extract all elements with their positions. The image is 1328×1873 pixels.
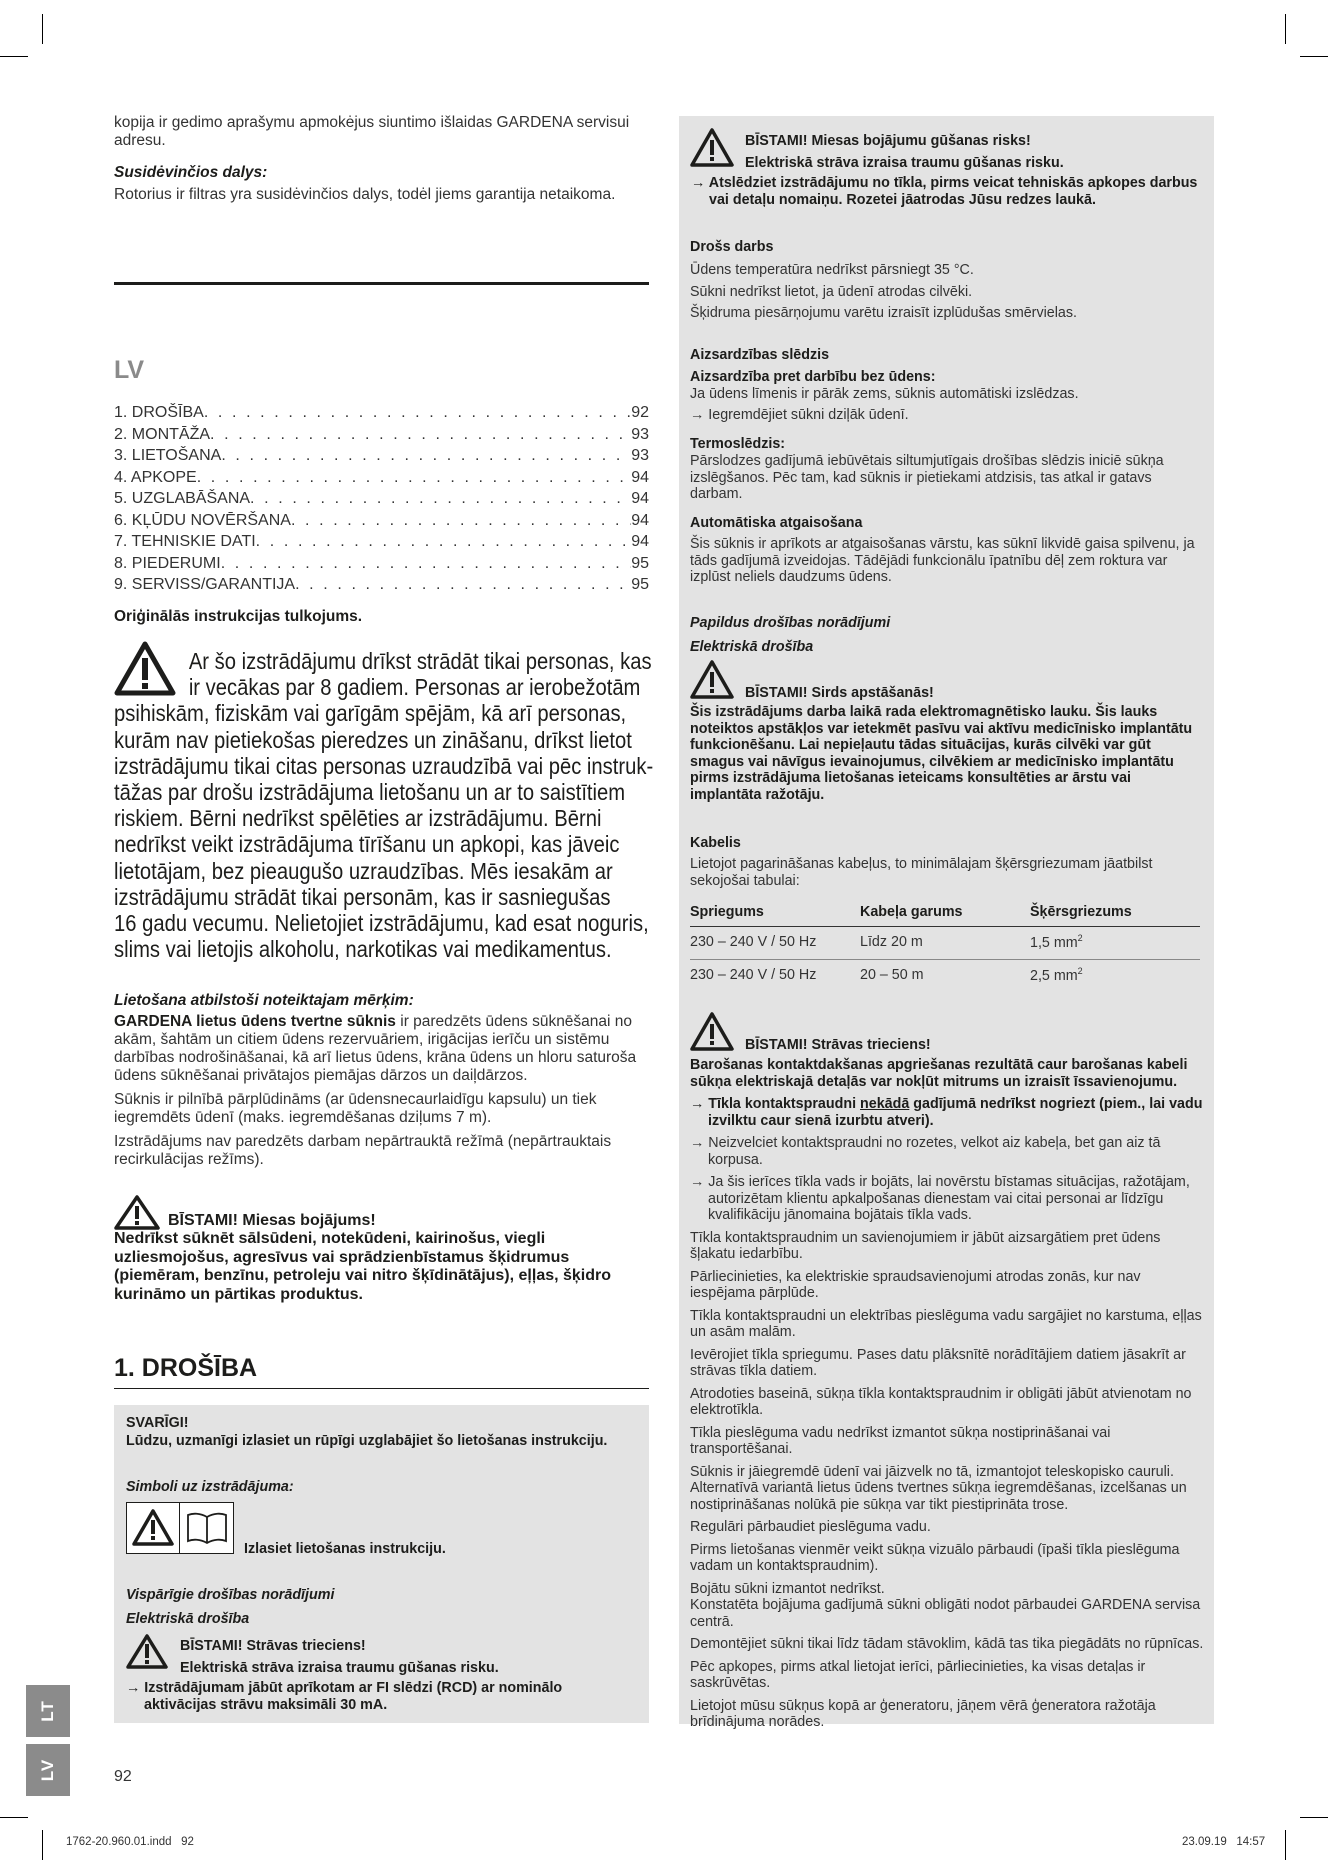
dry-run-arrow: → Iegremdējiet sūkni dziļāk ūdenī. <box>690 406 909 423</box>
instruction-text: Atrodoties baseinā, sūkņa tīkla kontaktspraudnim ir obligāti jābūt atvienotam no elektrotīkla. <box>690 1385 1192 1418</box>
heart-danger-text: Šis izstrādājums darba laikā rada elektromagnētisko lauku. Šis lauks noteiktos apstākļos var ietekmēt pasīvu vai aktīvu medicīnisko implantātu funkcionēšanu. Lai nepieļautu tādas situācijas, kurās cilvēki var gūt smagus vai nāvīgus ievainojumus, cilvēkiem ar medicīnisko implantātu pirms izstrādājuma lietošanas ieteicams konsultēties ar ārstu vai implantāta ražotāju. <box>690 704 1193 803</box>
lt-line: kopija ir gedimo aprašymu apmokėjus siuntimo išlaidas GARDENA servisui <box>114 114 630 131</box>
book-icon <box>185 1511 229 1545</box>
thermo-text: Pārslodzes gadījumā iebūvētais siltumjutīgais drošības slēdzis iniciē sūkņa izslēgšanos. Pēc tam, kad sūknis ir pietiekami atdzisis, tas atkal ir gatavs darbam. <box>690 453 1164 502</box>
product-name: GARDENA lietus ūdens tvertne sūknis <box>114 1013 396 1030</box>
table-header-row <box>690 899 1200 927</box>
instruction-text: Pirms lietošanas vienmēr veikt sūkņa vizuālo pārbaudi (īpaši tīkla pieslēguma vadam un kontaktspraudnim). <box>690 1541 1180 1574</box>
table-cell: 230 – 240 V / 50 Hz <box>690 966 817 983</box>
auto-vent-heading: Automātiska atgaisošana <box>690 515 863 531</box>
instruction-text: Ievērojiet tīkla spriegumu. Pases datu plāksnītē norādītājiem datiem jāsakrīt ar strāvas tīkla datiem. <box>690 1346 1186 1379</box>
warning-line: nedrīkst veikt izstrādājuma tīrīšanu un apkopi, kas jāveic <box>114 831 620 858</box>
intended-use-text: Izstrādājums nav paredzēts darbam nepārtrauktā režīmā (nepārtrauktais recirkulācijas režīms). <box>114 1133 612 1168</box>
crop-mark <box>42 14 43 44</box>
crop-mark <box>0 1817 28 1818</box>
age-warning-text <box>114 648 654 963</box>
shock-arrow: → Izstrādājumam jābūt aprīkotam ar FI slēdzi (RCD) ar nominālo aktivācijas strāvu maksimāli 30 mA. <box>126 1680 563 1713</box>
footer-date: 23.09.19 14:57 <box>1182 1836 1266 1848</box>
table-cell: 1,5 $mm^2$ <box>1030 927 1200 960</box>
warning-line: lietotājam, bez pieaugušo uzraudzības. Mēs iesakām ar <box>114 857 613 884</box>
instruction-text: Tīkla pieslēguma vadu nedrīkst izmantot sūkņa nostiprināšanai vai transportēšanai. <box>690 1424 1111 1457</box>
toc-item[interactable]: 6. KĻŪDU NOVĒRŠANA . . . 94 <box>114 510 649 532</box>
safety-box-general <box>126 1586 636 1634</box>
protection-switch-section <box>690 346 1205 509</box>
warning-icon <box>132 1509 174 1547</box>
electric-heading: Elektriskā drošība <box>690 639 814 655</box>
dry-run-heading: Aizsardzība pret darbību bez ūdens: <box>690 369 936 385</box>
table-cell: 2,5 $mm^2$ <box>1030 965 1083 984</box>
warning-line: ir vecākas par 8 gadiem. Personas ar ierobežotām <box>188 674 641 701</box>
instruction-text: Pārliecinieties, ka elektriskie spraudsavienojumi atrodas zonās, kur nav iespējama pārplūde. <box>690 1268 1141 1301</box>
instruction-text: Demontējiet sūkni tikai līdz tādam stāvoklim, kādā tas tika piegādāts no rūpnīcas. <box>690 1636 1204 1652</box>
wear-parts-heading: Susidėvinčios dalys: <box>114 164 268 181</box>
arrow-item: → Tīkla kontaktspraudni nekādā gadījumā nedrīkst nogriezt (piem., lai vadu izvilktu caur sienā izurbtu atveri). <box>690 1096 1203 1129</box>
danger-injury-text: Nedrīkst sūknēt sālsūdeni, notekūdeni, kairinošus, viegli uzliesmojošus, agresīvus vai sprādzienbīstamus šķidrumus (piemēram, benzīnu, petroleju vai nitro šķīdinātājus), eļļas, šķidro kurināmo un pārtikas produktus. <box>114 1230 612 1303</box>
safe-work-section <box>690 238 1200 328</box>
warning-icon <box>690 660 734 700</box>
footer-file: 1762-20.960.01.indd 92 <box>66 1836 194 1848</box>
crop-mark <box>1285 1830 1286 1860</box>
intended-use-text: Sūknis ir pilnībā pārplūdināms (ar ūdensnecaurlaidīgu kapsulu) un tiek iegremdēts ūdenī (maks. iegremdēšanas dziļums 7 m). <box>114 1091 597 1126</box>
original-translation: Oriģinālās instrukcijas tulkojums. <box>114 608 363 625</box>
cable-text: Lietojot pagarināšanas kabeļus, to minimālajam šķērsgriezumam jāatbilst sekojošai tabulai: <box>690 856 1153 889</box>
toc-item[interactable]: 8. PIEDERUMI . . . 95 <box>114 553 649 575</box>
safe-work-line: Sūkni nedrīkst lietot, ja ūdenī atrodas cilvēki. <box>690 283 973 300</box>
shock2-title: BĪSTAMI! Strāvas trieciens! <box>745 1037 931 1053</box>
table-of-contents <box>114 402 649 596</box>
toc-item[interactable]: 9. SERVISS/GARANTIJA . . . 95 <box>114 574 649 596</box>
safe-work-line: Šķidruma piesārņojumu varētu izraisīt izplūdušas smērvielas. <box>690 305 1077 321</box>
table-header: Kabeļa garums <box>860 899 1030 927</box>
section-title: 1. DROŠĪBA <box>114 1354 258 1382</box>
language-label: LV <box>114 356 145 384</box>
important-text: Lūdzu, uzmanīgi izlasiet un rūpīgi uzglabājiet šo lietošanas instrukciju. <box>126 1433 608 1449</box>
page-number: 92 <box>114 1768 132 1785</box>
left-top-text <box>114 114 654 210</box>
right-danger-title: BĪSTAMI! Miesas bojājumu gūšanas risks! <box>745 133 1031 149</box>
instruction-text: Tīkla kontaktspraudnim un savienojumiem ir jābūt aizsargātiem pret ūdens šļakatu iedarbību. <box>690 1229 1161 1262</box>
intended-use-section <box>114 992 649 1175</box>
warning-line: kurām nav pietiekošas pieredzes un zināšanu, drīkst lietot <box>114 726 632 753</box>
section-title-rule <box>114 1388 649 1389</box>
warning-icon <box>690 1012 734 1052</box>
shock-title: BĪSTAMI! Strāvas trieciens! <box>180 1638 366 1654</box>
right-danger-subtitle: Elektriskā strāva izraisa traumu gūšanas risku. <box>745 155 1064 171</box>
extra-safety-section <box>690 614 1205 656</box>
wear-parts-text: Rotorius ir filtras yra susidėvinčios dalys, todėl jiems garantija netaikoma. <box>114 186 616 203</box>
table-header: Šķērsgriezums <box>1030 899 1200 927</box>
switch-heading: Aizsardzības slēdzis <box>690 347 830 363</box>
warning-line: tāžas par drošu izstrādājuma lietošanu un ar to saistītiem <box>114 779 626 806</box>
table-cell: Līdz 20 m <box>860 927 1030 960</box>
arrow-item: → Neizvelciet kontaktspraudni no rozetes, velkot aiz kabeļa, bet gan aiz tā korpusa. <box>690 1135 1161 1168</box>
crop-mark <box>1300 56 1328 57</box>
safety-box-content <box>126 1414 636 1506</box>
warning-line: slims vai lietojis alkoholu, narkotikas vai medikamentus. <box>114 936 612 963</box>
safe-work-heading: Drošs darbs <box>690 239 774 255</box>
warning-icon <box>126 1634 168 1670</box>
section-divider <box>114 282 649 285</box>
auto-vent-text: Šis sūknis ir aprīkots ar atgaisošanas vārstu, kas sūknī likvidē gaisa spilvenu, ja tāds gadījumā izveidojas. Tādējādi funkcionālu īpatnību dēļ zem roktura var izplūst neliels daudzums ūdens. <box>690 536 1195 585</box>
important-heading: SVARĪGI! <box>126 1415 189 1431</box>
cable-section <box>690 834 1205 992</box>
toc-item[interactable]: 1. DROŠĪBA . . . 92 <box>114 402 649 424</box>
arrow-item: → Ja šis ierīces tīkla vads ir bojāts, lai novērstu bīstamas situācijas, ražotājam, autorizētam klientu apkalpošanas dienestam vai citai personai ar līdzīgu kvalifikāciju jānomaina bojātais tīkla vads. <box>690 1174 1190 1223</box>
toc-item[interactable]: 7. TEHNISKIE DATI . . . 94 <box>114 531 649 553</box>
lt-line: adresu. <box>114 132 166 149</box>
warning-line: izstrādājumu tikai citas personas uzraudzībā vai pēc instruk- <box>114 752 654 779</box>
crop-mark <box>0 56 28 57</box>
warning-line: 16 gadu vecumu. Nelietojiet izstrādājumu, kad esat noguris, <box>114 910 649 937</box>
warning-line: izstrādājumu strādāt tikai personām, kas ir sasniegušas <box>114 883 611 910</box>
general-heading: Vispārīgie drošības norādījumi <box>126 1587 335 1603</box>
instruction-text: Tīkla kontaktspraudni un elektrības pieslēguma vadu sargājiet no karstuma, eļļas un asām malām. <box>690 1307 1202 1340</box>
table-header: Spriegums <box>690 899 860 927</box>
symbols-heading: Simboli uz izstrādājuma: <box>126 1479 294 1495</box>
table-cell: 230 – 240 V / 50 Hz <box>690 927 860 960</box>
table-cell: 20 – 50 m <box>860 966 924 983</box>
instruction-text: Bojātu sūkni izmantot nedrīkst. <box>690 1580 885 1597</box>
read-instructions: Izlasiet lietošanas instrukciju. <box>244 1541 446 1557</box>
electric-heading: Elektriskā drošība <box>126 1611 250 1627</box>
crop-mark <box>1300 1817 1328 1818</box>
table-row <box>690 959 1200 991</box>
toc-item[interactable]: 5. UZGLABĀŠANA . . . 94 <box>114 488 649 510</box>
intended-use-heading: Lietošana atbilstoši noteiktajam mērķim: <box>114 992 414 1009</box>
right-danger-arrow: → Atslēdziet izstrādājumu no tīkla, pirms veicat tehniskās apkopes darbus vai detaļu nomaiņu. Rozetei jāatrodas Jūsu redzes laukā. <box>691 175 1198 208</box>
crop-mark <box>42 1830 43 1860</box>
warning-line: riskiem. Bērni nedrīkst spēlēties ar izstrādājumu. Bērni <box>114 805 602 832</box>
instruction-text: Sūknis ir jāiegremdē ūdenī vai jāizvelk no tā, izmantojot teleskopisko cauruli. Alternatīvā variantā lietus ūdens tvertnes sūkņa iegremdēšanas, izcelšanas un nostiprināšanas nolūkā pie sūkņa var tikt piestiprināta trose. <box>690 1463 1187 1513</box>
table-row <box>690 927 1200 960</box>
extra-safety-heading: Papildus drošības norādījumi <box>690 615 891 631</box>
intended-use-text: ir paredzēts ūdens sūknēšanai no akām, šahtām un citiem ūdens rezervuāriem, irigācijas ierīču un sistēmu darbības nodrošināšanai, kā arī lietus ūdens, krāna ūdens un hloru saturoša ūdens sūknēšanai privātajos piemājas dārzos un daiļdārzos. <box>114 1013 637 1084</box>
warning-icon <box>690 128 734 168</box>
instruction-text: Pēc apkopes, pirms atkal lietojat ierīci, pārliecinieties, ka visas detaļas ir saskrūvētas. <box>690 1658 1146 1691</box>
warning-line: Ar šo izstrādājumu drīkst strādāt tikai personas, kas <box>188 648 652 674</box>
crop-mark <box>1285 14 1286 44</box>
warning-line: psihiskām, fiziskām vai garīgām spējām, kā arī personas, <box>114 700 627 727</box>
auto-vent-section <box>690 514 1205 592</box>
instruction-text: Regulāri pārbaudiet pieslēguma vadu. <box>690 1519 931 1535</box>
cable-table <box>690 899 1200 992</box>
shock-subtitle: Elektriskā strāva izraisa traumu gūšanas risku. <box>180 1660 499 1676</box>
cable-instructions <box>690 1096 1205 1737</box>
warning-icon <box>114 1195 160 1231</box>
danger-injury-title: BĪSTAMI! Miesas bojājums! <box>168 1212 376 1229</box>
language-tab-lv[interactable]: LV <box>26 1744 70 1796</box>
toc-item[interactable]: 4. APKOPE . . . 94 <box>114 467 649 489</box>
toc-item[interactable]: 2. MONTĀŽA . . . 93 <box>114 424 649 446</box>
shock2-text: Barošanas kontaktdakšanas apgriešanas rezultātā caur barošanas kabeli sūkņa elektriskajā detaļās var nokļūt mitrums un izraisīt īssavienojumu. <box>690 1057 1188 1090</box>
product-symbols <box>126 1502 234 1554</box>
toc-item[interactable]: 3. LIETOŠANA . . . 93 <box>114 445 649 467</box>
language-tab-lt[interactable]: LT <box>26 1685 70 1737</box>
dry-run-text: Ja ūdens līmenis ir pārāk zems, sūknis automātiski izslēdzas. <box>690 386 1079 402</box>
heart-danger-title: BĪSTAMI! Sirds apstāšanās! <box>745 685 934 701</box>
cable-heading: Kabelis <box>690 835 741 851</box>
safe-work-line: Ūdens temperatūra nedrīkst pārsniegt 35 °C. <box>690 262 974 278</box>
thermo-heading: Termoslēdzis: <box>690 436 786 452</box>
instruction-text: Konstatēta bojājuma gadījumā sūkni obligāti nodot pārbaudei GARDENA servisa centrā. <box>690 1597 1201 1630</box>
instruction-text: Lietojot mūsu sūkņus kopā ar ģeneratoru, jāņem vērā ģeneratora ražotāja brīdinājuma norādes. <box>690 1697 1156 1730</box>
